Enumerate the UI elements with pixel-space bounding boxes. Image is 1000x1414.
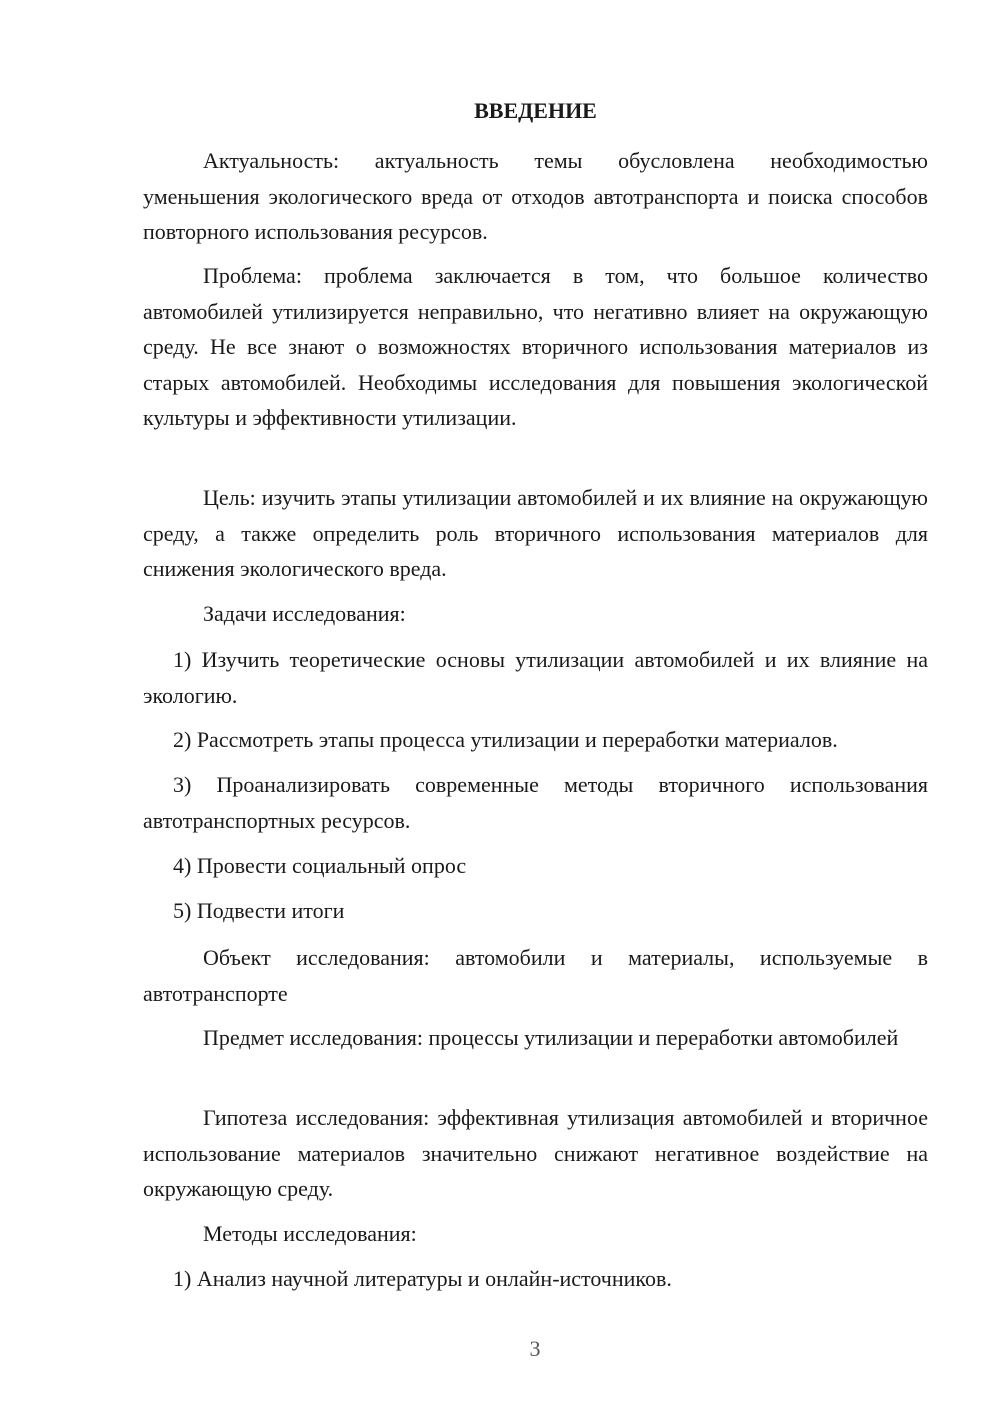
paragraph-tasks-heading: Задачи исследования: — [203, 601, 406, 626]
page-number: 3 — [529, 1336, 541, 1361]
method-item-1: 1) Анализ научной литературы и онлайн-источников. — [173, 1266, 672, 1291]
section-title: ВВЕДЕНИЕ — [474, 98, 597, 123]
paragraph-methods-heading: Методы исследования: — [203, 1221, 417, 1246]
paragraph-hypothesis: Гипотеза исследования: эффективная утилизация автомобилей и вторичное использование материалов значительно снижают негативное воздействие на окружающую среду. — [143, 1105, 928, 1201]
task-item-5: 5) Подвести итоги — [173, 898, 345, 923]
paragraph-goal: Цель: изучить этапы утилизации автомобилей и их влияние на окружающую среду, а также определить роль вторичного использования материалов для снижения экологического вреда. — [143, 485, 928, 581]
paragraph-relevance: Актуальность: актуальность темы обусловлена необходимостью уменьшения экологического вреда от отходов автотранспорта и поиска способов повторного использования ресурсов. — [143, 148, 928, 244]
task-item-4: 4) Провести социальный опрос — [173, 853, 467, 878]
task-item-1: 1) Изучить теоретические основы утилизации автомобилей и их влияние на экологию. — [143, 647, 928, 708]
paragraph-subject: Предмет исследования: процессы утилизации и переработки автомобилей — [203, 1025, 899, 1050]
task-item-2: 2) Рассмотреть этапы процесса утилизации и переработки материалов. — [173, 727, 838, 752]
paragraph-problem: Проблема: проблема заключается в том, что большое количество автомобилей утилизируется неправильно, что негативно влияет на окружающую среду. Не все знают о возможностях вторичного использования материалов из старых автомобилей. Необходимы исследования для повышения экологической культуры и эффективности утилизации. — [143, 263, 928, 430]
task-item-3: 3) Проанализировать современные методы вторичного использования автотранспортных ресурсов. — [143, 772, 928, 833]
paragraph-object: Объект исследования: автомобили и материалы, используемые в автотранспорте — [143, 945, 928, 1006]
